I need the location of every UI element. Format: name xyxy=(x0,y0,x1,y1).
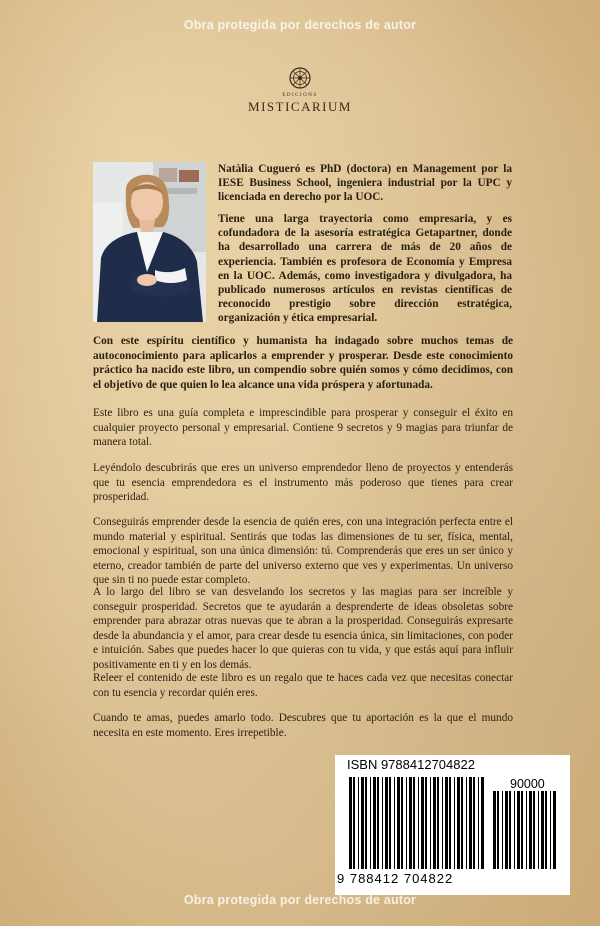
barcode-bar xyxy=(353,777,355,869)
barcode-bar xyxy=(461,777,463,869)
barcode-bar xyxy=(502,791,503,869)
barcode-bar xyxy=(473,777,475,869)
barcode-bar xyxy=(454,777,455,869)
barcode-bar xyxy=(394,777,395,869)
barcode-bar xyxy=(377,777,379,869)
description-paragraph-6: Cuando te amas, puedes amarlo todo. Descubres que tu aportación es la que el mundo necesita en este momento. Eres irrepetible. xyxy=(93,712,513,739)
barcode-bar xyxy=(478,777,479,869)
description-paragraph-3: Conseguirás emprender desde la esencia de quién eres, con una integración perfecta entre el mundo material y espiritual. Sentirás que todas las dimensiones de tu ser, física, mental, emocional y espiritual, son una única dimensión: tú. Comprenderás que eres un ser único y eterno, creador también de parte del universo externo que ves y experimentas. Un universo que sin ti no puede estar completo. xyxy=(93,516,513,586)
author-bio-paragraph-1: Natàlia Cugueró es PhD (doctora) en Management por la IESE Business School, ingeniera industrial por la UPC y licenciada en derecho por la UOC. xyxy=(218,163,512,204)
author-bio-paragraph-3: Con este espíritu científico y humanista ha indagado sobre muchos temas de autoconocimiento para aplicarlos a emprender y prosperar. Desde este conocimiento práctico ha nacido este libro, un compendio sobre quién somos y cómo decidimos, con el objetivo de que quien lo lea alcance una vida próspera y afortunada. xyxy=(93,335,513,391)
isbn-label: ISBN 9788412704822 xyxy=(347,757,475,772)
barcode-bar xyxy=(385,777,388,869)
publisher-logo xyxy=(0,66,600,115)
barcode-addon-number: 90000 xyxy=(510,777,545,791)
copyright-watermark-top: Obra protegida por derechos de autor xyxy=(183,18,417,32)
barcode-bar xyxy=(425,777,427,869)
description-paragraph-2: Leyéndolo descubrirás que eres un universo emprendedor lleno de proyectos y entenderás que tu esencia emprendedora es el instrumento más poderoso que tienes para crear prosperidad. xyxy=(93,462,513,503)
author-photo xyxy=(93,162,206,322)
copyright-watermark-bottom: Obra protegida por derechos de autor xyxy=(183,893,417,907)
barcode-bar xyxy=(514,791,515,869)
author-bio-paragraph-2: Tiene una larga trayectoria como empresaria, y es cofundadora de la asesoría estratégica Getapartner, donde ha desarrollado una carrera de más de 20 años de experiencia. También es profesora de Economía y Empresa en la UOC. Además, como investigadora y divulgadora, ha publicado numerosos artículos en revistas científicas de reconocido prestigio sobre dirección estratégica, organización y ética empresarial. xyxy=(218,213,512,325)
barcode-bar xyxy=(509,791,511,869)
publisher-emblem-icon xyxy=(288,66,312,90)
barcode-bar xyxy=(469,777,472,869)
description-paragraph-4: A lo largo del libro se van desvelando los secretos y las magias para ser increíble y conseguir prosperidad. Secretos que te ayudarán a desprenderte de ideas obsoletas sobre emprender para abrazar otras nuevas que te abran a la prosperidad. Conseguirás expresarte desde la abundancia y el amor, para crear desde tu esencia única, sin limitaciones, con poder e intuición. Sabes que puedes hacer lo que quieras con tu vida, y que estás aquí para influir positivamente en ti y en los demás. xyxy=(93,586,513,671)
description-paragraph-5: Releer el contenido de este libro es un regalo que te haces cada vez que necesitas conectar con tu esencia y recordar quién eres. xyxy=(93,672,513,699)
barcode-bar xyxy=(553,791,556,869)
barcode-bar xyxy=(349,777,352,869)
barcode-bar xyxy=(413,777,415,869)
barcode-bar xyxy=(497,791,499,869)
barcode-bar xyxy=(370,777,371,869)
barcode-bar xyxy=(529,791,532,869)
barcode-bar xyxy=(389,777,391,869)
barcode-bar xyxy=(550,791,551,869)
barcode-bar xyxy=(358,777,359,869)
barcode-bar xyxy=(382,777,383,869)
barcode-bar xyxy=(430,777,431,869)
barcode-bar xyxy=(521,791,523,869)
barcode-bar xyxy=(493,791,496,869)
barcode-bar xyxy=(545,791,547,869)
description-paragraph-1: Este libro es una guía completa e imprescindible para prosperar y conseguir el éxito en cualquier proyecto personal y empresarial. Contiene 9 secretos y 9 magias para triunfar de manera total. xyxy=(93,407,513,448)
barcode-bar xyxy=(457,777,460,869)
barcode-bar xyxy=(409,777,412,869)
barcode-bar xyxy=(401,777,403,869)
barcode-bar xyxy=(526,791,527,869)
barcode-bar xyxy=(481,777,484,869)
barcode-bar xyxy=(397,777,400,869)
barcode-bar xyxy=(505,791,508,869)
barcode-bar xyxy=(365,777,367,869)
barcode-bar xyxy=(361,777,364,869)
barcode-bar xyxy=(433,777,436,869)
publisher-small-text: EDICIONS xyxy=(282,93,318,98)
barcode-bar xyxy=(437,777,439,869)
barcode-bar xyxy=(442,777,443,869)
barcode-bar xyxy=(418,777,419,869)
barcode-bar xyxy=(538,791,539,869)
barcode-bar xyxy=(406,777,407,869)
barcode-bar xyxy=(373,777,376,869)
isbn-barcode xyxy=(335,755,570,895)
barcode-digits: 9 788412 704822 xyxy=(337,871,454,886)
barcode-bar xyxy=(445,777,448,869)
barcode-bar xyxy=(449,777,451,869)
barcode-bar xyxy=(466,777,467,869)
publisher-name: MISTICARIUM xyxy=(248,99,352,114)
barcode-bar xyxy=(533,791,535,869)
barcode-bar xyxy=(541,791,544,869)
barcode-bar xyxy=(421,777,424,869)
barcode-bar xyxy=(517,791,520,869)
